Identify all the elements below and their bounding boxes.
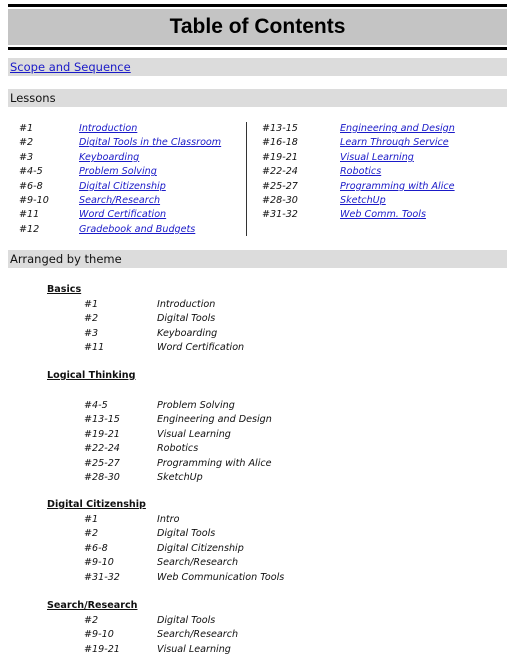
theme-item-number: #2: [84, 615, 99, 626]
theme-item-number: #2: [84, 528, 99, 540]
theme-item-label: Introduction: [157, 299, 216, 310]
theme-heading: Basics: [47, 284, 82, 295]
theme-item-label: Intro: [157, 514, 180, 525]
lesson-number: #4-5: [19, 166, 43, 178]
lesson-number: #6-8: [19, 180, 43, 192]
theme-item-number: #9-10: [84, 629, 114, 641]
lesson-link[interactable]: Visual Learning: [340, 151, 414, 163]
lesson-link[interactable]: Keyboarding: [79, 151, 140, 163]
theme-item-label: Search/Research: [157, 629, 239, 641]
lesson-number: #19-21: [262, 151, 298, 163]
lesson-link[interactable]: Problem Solving: [79, 166, 157, 178]
theme-item-label: Robotics: [157, 443, 199, 455]
lesson-number: #11: [19, 209, 40, 221]
theme-item-number: #22-24: [84, 443, 120, 455]
theme-item-number: #2: [84, 313, 99, 325]
lesson-link[interactable]: Search/Research: [79, 195, 161, 206]
theme-item-label: Keyboarding: [157, 327, 218, 339]
lessons-header: Lessons: [8, 89, 507, 107]
theme-item-label: Programming with Alice: [157, 457, 272, 469]
theme-item-label: Search/Research: [157, 557, 239, 569]
theme-item-label: Digital Tools: [157, 615, 216, 626]
theme-item-number: #9-10: [84, 557, 114, 569]
theme-item-number: #19-21: [84, 643, 120, 655]
lesson-number: #13-15: [262, 123, 298, 134]
theme-item-label: SketchUp: [157, 472, 203, 483]
lessons-divider: [246, 122, 247, 236]
theme-item-number: #13-15: [84, 414, 120, 426]
theme-item-number: #28-30: [84, 472, 120, 483]
theme-item-label: Digital Tools: [157, 313, 216, 325]
theme-item-label: Digital Tools: [157, 528, 216, 540]
lesson-link[interactable]: Introduction: [79, 123, 138, 134]
lesson-number: #22-24: [262, 166, 298, 178]
lesson-number: #31-32: [262, 209, 298, 221]
theme-item-number: #25-27: [84, 457, 120, 469]
theme-item-label: Word Certification: [157, 342, 245, 354]
lesson-link[interactable]: Gradebook and Budgets: [79, 223, 196, 235]
theme-item-label: Digital Citizenship: [157, 542, 244, 554]
theme-item-number: #1: [84, 299, 99, 310]
page-title: Table of Contents: [8, 9, 507, 45]
lesson-number: #28-30: [262, 195, 298, 206]
theme-heading: Digital Citizenship: [47, 499, 146, 510]
lesson-number: #9-10: [19, 195, 49, 206]
scope-and-sequence-link[interactable]: Scope and Sequence: [10, 60, 131, 74]
lesson-number: #25-27: [262, 180, 298, 192]
theme-item-number: #4-5: [84, 400, 108, 411]
lesson-link[interactable]: Web Comm. Tools: [340, 209, 426, 221]
lesson-link[interactable]: Digital Citizenship: [79, 180, 166, 192]
theme-item-label: Problem Solving: [157, 400, 235, 411]
theme-heading: Logical Thinking: [47, 370, 136, 381]
lesson-link[interactable]: SketchUp: [340, 195, 386, 206]
theme-item-label: Visual Learning: [157, 643, 231, 655]
lesson-number: #1: [19, 123, 34, 134]
lesson-link[interactable]: Engineering and Design: [340, 123, 455, 134]
title-bar: [8, 4, 507, 50]
lesson-number: #12: [19, 223, 40, 235]
lesson-link[interactable]: Digital Tools in the Classroom: [79, 137, 222, 149]
lesson-link[interactable]: Word Certification: [79, 209, 167, 221]
theme-item-number: #11: [84, 342, 105, 354]
theme-item-label: Visual Learning: [157, 428, 231, 440]
theme-item-label: Engineering and Design: [157, 414, 272, 426]
theme-item-number: #3: [84, 327, 99, 339]
lesson-link[interactable]: Learn Through Service: [340, 137, 449, 149]
theme-header: Arranged by theme: [8, 250, 507, 268]
lesson-number: #3: [19, 151, 34, 163]
lesson-link[interactable]: Robotics: [340, 166, 382, 178]
theme-item-number: #31-32: [84, 571, 120, 583]
theme-item-number: #19-21: [84, 428, 120, 440]
lesson-link[interactable]: Programming with Alice: [340, 180, 455, 192]
theme-item-label: Web Communication Tools: [157, 571, 285, 583]
theme-item-number: #1: [84, 514, 99, 525]
lesson-number: #16-18: [262, 137, 298, 149]
scope-bar: [8, 58, 507, 76]
theme-heading: Search/Research: [47, 600, 138, 611]
theme-item-number: #6-8: [84, 542, 108, 554]
lesson-number: #2: [19, 137, 34, 149]
